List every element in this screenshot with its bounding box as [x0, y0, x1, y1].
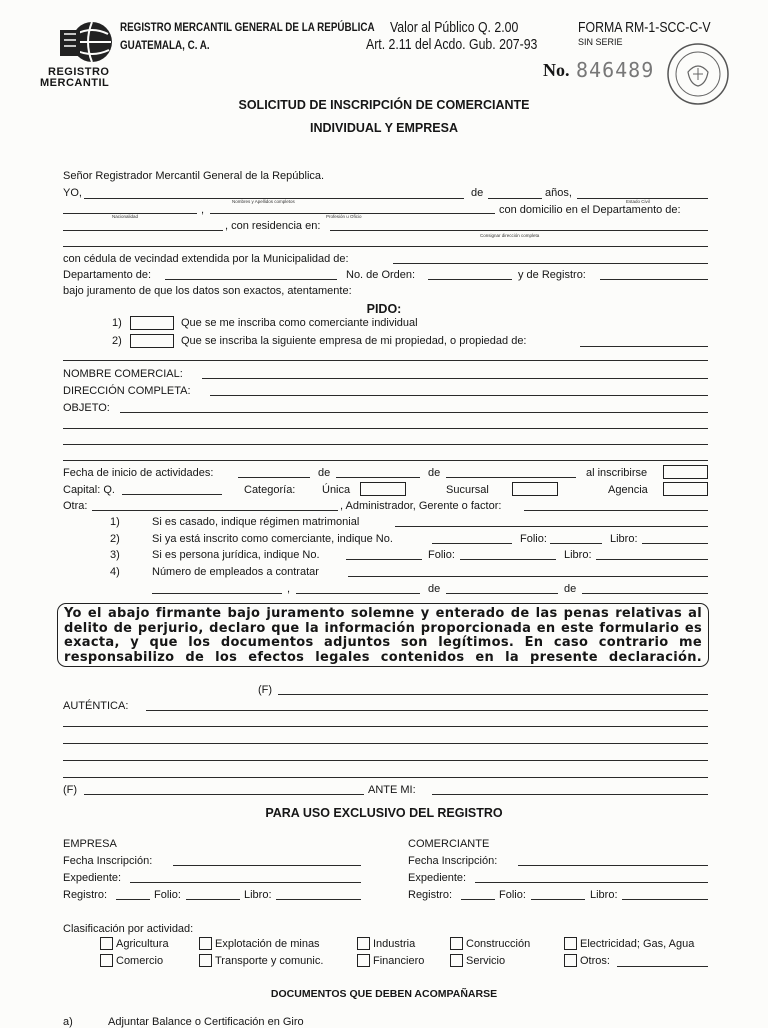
empresa-fecha-field[interactable] — [173, 865, 361, 866]
capital-label: Capital: Q. — [63, 484, 115, 496]
form-number: 846489 — [576, 58, 655, 82]
comerciante-registro-label: Registro: — [408, 889, 453, 901]
comercio-label: Comercio — [116, 955, 164, 967]
sucursal-label: Sucursal — [446, 484, 489, 496]
declaration-line2: delito de perjurio, declaro que la información proporcionada en este formulario es — [64, 620, 702, 636]
otros-field[interactable] — [617, 966, 708, 967]
logo-text-mercantil: MERCANTIL — [40, 77, 110, 89]
industria-label: Industria — [373, 938, 416, 950]
al-inscribirse-checkbox[interactable] — [663, 465, 708, 479]
agricultura-label: Agricultura — [116, 938, 169, 950]
item3-number: 3) — [110, 549, 120, 561]
juramento-text: bajo juramento de que los datos son exactos, atentamente: — [63, 285, 352, 297]
hint-profesion: Profesión u Oficio — [326, 214, 362, 219]
item2-number: 2) — [110, 533, 120, 545]
yo-label: YO, — [63, 187, 82, 199]
construccion-checkbox[interactable] — [450, 937, 463, 950]
option1-text: Que se me inscriba como comerciante individual — [181, 317, 418, 329]
start-day-field[interactable] — [238, 477, 310, 478]
registro-label: y de Registro: — [518, 269, 586, 281]
mineria-checkbox[interactable] — [199, 937, 212, 950]
option2-text: Que se inscriba la siguiente empresa de mi propiedad, o propiedad de: — [181, 335, 527, 347]
declaration-line3: exacta, y que los documentos adjuntos son legítimos. En caso contrario me — [64, 635, 702, 650]
cedula-label: con cédula de vecindad extendida por la Municipalidad de: — [63, 253, 349, 265]
age-field[interactable] — [488, 198, 542, 199]
legal-entity-number-field[interactable] — [346, 559, 422, 560]
trade-name-field[interactable] — [202, 378, 708, 379]
item2-libro-label: Libro: — [610, 533, 638, 545]
logo-text-registro: REGISTRO — [48, 66, 110, 78]
option2-number: 2) — [112, 335, 122, 347]
declaration-line4: responsabilizo de los efectos legales contenidos en la presente declaración. — [64, 649, 702, 665]
company-address-field[interactable] — [210, 395, 708, 396]
item2-text: Si ya está inscrito como comerciante, indique No. — [152, 533, 393, 545]
owner-field-line2[interactable] — [63, 360, 708, 361]
document-a-number: a) — [63, 1016, 73, 1028]
industria-checkbox[interactable] — [357, 937, 370, 950]
comerciante-expediente-label: Expediente: — [408, 872, 467, 884]
comerciante-section-label: COMERCIANTE — [408, 838, 490, 850]
comerciante-folio-field[interactable] — [531, 899, 585, 900]
item3-libro-label: Libro: — [564, 549, 592, 561]
comerciante-folio-label: Folio: — [499, 889, 526, 901]
authentication-line5[interactable] — [63, 777, 708, 778]
institution-name: REGISTRO MERCANTIL GENERAL DE LA REPÚBLICA — [120, 20, 375, 34]
purpose-field-line2[interactable] — [63, 428, 708, 429]
order-number-field[interactable] — [428, 279, 512, 280]
salutation: Señor Registrador Mercantil General de la República. — [63, 170, 325, 182]
comma-sep: , — [201, 204, 205, 216]
purpose-field-line4[interactable] — [63, 460, 708, 461]
item3-folio-label: Folio: — [428, 549, 455, 561]
owner-field[interactable] — [580, 346, 708, 347]
otra-label: Otra: — [63, 500, 88, 512]
department-field[interactable] — [63, 230, 223, 231]
comerciante-expediente-field[interactable] — [475, 882, 708, 883]
option2-checkbox[interactable] — [130, 334, 174, 348]
hint-estado-civil: Estado Civil — [626, 199, 650, 204]
fecha-inicio-label: Fecha de inicio de actividades: — [63, 467, 214, 479]
declaration-line1: Yo el abajo firmante bajo juramento solemne y enterado de las penas relativas al — [64, 606, 702, 621]
nombre-comercial-label: NOMBRE COMERCIAL: — [63, 368, 183, 380]
sworn-declaration — [57, 603, 709, 667]
start-month-field[interactable] — [336, 477, 420, 478]
form-title-line1: SOLICITUD DE INSCRIPCIÓN DE COMERCIANTE — [238, 98, 530, 112]
empresa-folio-label: Folio: — [154, 889, 181, 901]
start-de2-label: de — [428, 467, 441, 479]
official-seal — [666, 42, 730, 106]
legal-entity-folio-field[interactable] — [460, 559, 556, 560]
marital-regime-field[interactable] — [395, 526, 708, 527]
empresa-registro-field[interactable] — [116, 899, 150, 900]
otros-checkbox[interactable] — [564, 954, 577, 967]
date-day-field[interactable] — [296, 593, 420, 594]
comerciante-registro-field[interactable] — [461, 899, 495, 900]
electricidad-checkbox[interactable] — [564, 937, 577, 950]
hint-nombres: Nombres y Apellidos completos — [232, 199, 295, 204]
anos-label: años, — [545, 187, 572, 199]
departamento-label: Departamento de: — [63, 269, 152, 281]
otros-label: Otros: — [580, 955, 610, 967]
empresa-libro-label: Libro: — [244, 889, 272, 901]
construccion-label: Construcción — [466, 938, 531, 950]
transporte-checkbox[interactable] — [199, 954, 212, 967]
document-a-text: Adjuntar Balance o Certificación en Giro — [108, 1016, 304, 1028]
notary-signature-field[interactable] — [84, 794, 364, 795]
merchant-folio-field[interactable] — [550, 543, 602, 544]
orden-label: No. de Orden: — [346, 269, 416, 281]
option1-checkbox[interactable] — [130, 316, 174, 330]
agencia-label: Agencia — [608, 484, 648, 496]
hint-nacionalidad: Nacionalidad — [112, 214, 139, 219]
authentication-line3[interactable] — [63, 743, 708, 744]
registry-number-field[interactable] — [600, 279, 708, 280]
signature1-label: (F) — [258, 684, 273, 696]
signature2-label: (F) — [63, 784, 78, 796]
financiero-checkbox[interactable] — [357, 954, 370, 967]
administrador-label: , Administrador, Gerente o factor: — [340, 500, 502, 512]
item1-number: 1) — [110, 516, 120, 528]
objeto-label: OBJETO: — [63, 402, 110, 414]
merchant-libro-field[interactable] — [642, 543, 708, 544]
municipality-field[interactable] — [393, 263, 708, 264]
comerciante-libro-label: Libro: — [590, 889, 618, 901]
authentication-line2[interactable] — [63, 726, 708, 727]
date-month-field[interactable] — [446, 593, 558, 594]
mineria-label: Explotación de minas — [215, 938, 320, 950]
other-category-field[interactable] — [92, 510, 338, 511]
item1-text: Si es casado, indique régimen matrimonial — [152, 516, 360, 528]
date-de1-label: de — [428, 583, 441, 595]
transporte-label: Transporte y comunic. — [215, 955, 324, 967]
manager-field[interactable] — [524, 510, 708, 511]
comerciante-fecha-label: Fecha Inscripción: — [408, 855, 498, 867]
legal-entity-libro-field[interactable] — [596, 559, 708, 560]
institution-country: GUATEMALA, C. A. — [120, 38, 210, 52]
authentication-field[interactable] — [146, 710, 708, 711]
address-field[interactable] — [330, 230, 708, 231]
servicio-label: Servicio — [466, 955, 506, 967]
sucursal-checkbox[interactable] — [512, 482, 558, 496]
empresa-libro-field[interactable] — [276, 899, 361, 900]
applicant-signature-field[interactable] — [278, 694, 708, 695]
comerciante-fecha-field[interactable] — [518, 865, 708, 866]
number-label: No. — [543, 60, 570, 80]
empresa-folio-field[interactable] — [186, 899, 240, 900]
item4-number: 4) — [110, 566, 120, 578]
start-de1-label: de — [318, 467, 331, 479]
date-de2-label: de — [564, 583, 577, 595]
residencia-label: , con residencia en: — [225, 220, 321, 232]
seal-icon — [666, 42, 730, 106]
serie-label: SIN SERIE — [578, 37, 623, 47]
article-label: Art. 2.11 del Acdo. Gub. 207-93 — [366, 36, 538, 53]
al-inscribirse-label: al inscribirse — [586, 467, 648, 479]
pido-title: PIDO: — [366, 302, 402, 316]
age-de-label: de — [471, 187, 484, 199]
financiero-label: Financiero — [373, 955, 425, 967]
ante-mi-field[interactable] — [432, 794, 708, 795]
empresa-fecha-label: Fecha Inscripción: — [63, 855, 153, 867]
unica-checkbox[interactable] — [360, 482, 406, 496]
empresa-expediente-label: Expediente: — [63, 872, 122, 884]
servicio-checkbox[interactable] — [450, 954, 463, 967]
item2-folio-label: Folio: — [520, 533, 547, 545]
date-year-field[interactable] — [582, 593, 708, 594]
authentication-line4[interactable] — [63, 760, 708, 761]
agricultura-checkbox[interactable] — [100, 937, 113, 950]
documents-title: DOCUMENTOS QUE DEBEN ACOMPAÑARSE — [270, 988, 498, 1000]
id-department-field[interactable] — [165, 279, 337, 280]
employees-field[interactable] — [348, 576, 708, 577]
option1-number: 1) — [112, 317, 122, 329]
date-comma: , — [287, 583, 291, 595]
merchant-number-field[interactable] — [432, 543, 512, 544]
categoria-label: Categoría: — [244, 484, 296, 496]
purpose-field-line3[interactable] — [63, 444, 708, 445]
form-title-line2: INDIVIDUAL Y EMPRESA — [310, 121, 458, 135]
agencia-checkbox[interactable] — [663, 482, 708, 496]
autentica-label: AUTÉNTICA: — [63, 700, 129, 712]
clasificacion-label: Clasificación por actividad: — [63, 923, 194, 935]
form-code: FORMA RM-1-SCC-C-V — [578, 19, 711, 36]
place-field[interactable] — [152, 593, 282, 594]
capital-field[interactable] — [122, 494, 222, 495]
electricidad-label: Electricidad; Gas, Agua — [580, 938, 695, 950]
purpose-field[interactable] — [120, 412, 708, 413]
registry-use-title: PARA USO EXCLUSIVO DEL REGISTRO — [265, 806, 503, 820]
address-field-line2[interactable] — [63, 246, 708, 247]
unica-label: Única — [322, 484, 351, 496]
empresa-section-label: EMPRESA — [63, 838, 117, 850]
ante-mi-label: ANTE MI: — [368, 784, 416, 796]
price-label: Valor al Público Q. 2.00 — [390, 19, 519, 36]
comerciante-libro-field[interactable] — [622, 899, 708, 900]
direccion-label: DIRECCIÓN COMPLETA: — [63, 385, 191, 397]
item3-text: Si es persona jurídica, indique No. — [152, 549, 320, 561]
hint-direccion: Consignar dirección completa — [480, 233, 540, 238]
empresa-registro-label: Registro: — [63, 889, 108, 901]
comercio-checkbox[interactable] — [100, 954, 113, 967]
domicilio-label: con domicilio en el Departamento de: — [499, 204, 681, 216]
empresa-expediente-field[interactable] — [130, 882, 361, 883]
start-year-field[interactable] — [446, 477, 576, 478]
item4-text: Número de empleados a contratar — [152, 566, 319, 578]
